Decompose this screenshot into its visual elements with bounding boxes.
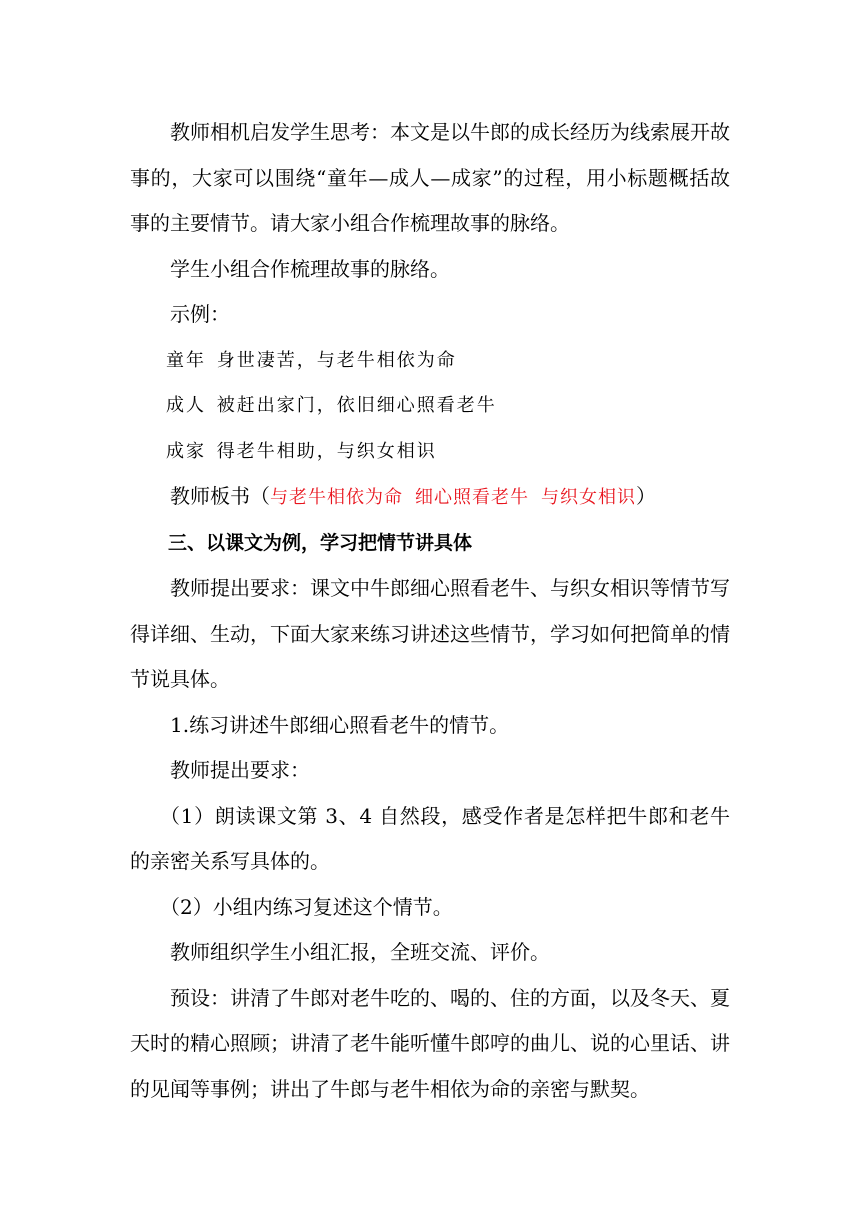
paragraph-teacher-requirement: 教师提出要求：课文中牛郎细心照看老牛、与织女相识等情节写得详细、生动，下面大家来练习讲述这些情节，学习如何把简单的情节说具体。 [130, 576, 730, 691]
outline-item [130, 429, 730, 475]
paragraph-exercise-title: 1.练习讲述牛郎细心照看老牛的情节。 [170, 712, 510, 737]
board-item: 细心照看老牛 [415, 487, 529, 508]
outline-desc: 身世凄苦，与老牛相依为命 [216, 349, 457, 371]
outline-stage: 成人 [166, 395, 206, 416]
paragraph-student-activity: 学生小组合作梳理故事的脉络。 [170, 256, 450, 281]
outline-item [130, 383, 730, 429]
outline-desc: 得老牛相助，与织女相识 [216, 440, 437, 462]
document-body [130, 110, 730, 1112]
board-item: 与老牛相依为命 [270, 487, 403, 508]
paragraph-example-label: 示例： [170, 302, 230, 326]
paragraph-requirement-2: （2）小组内练习复述这个情节。 [160, 894, 453, 919]
paragraph-report: 教师组织学生小组汇报，全班交流、评价。 [170, 940, 550, 964]
board-item: 与织女相识 [541, 487, 636, 508]
paragraph-requirement-1: （1）朗读课文第 3、4 自然段，感受作者是怎样把牛郎和老牛的亲密关系写具体的。 [130, 803, 730, 873]
paragraph-preset: 预设：讲清了牛郎对老牛吃的、喝的、住的方面，以及冬天、夏天时的精心照顾；讲清了老牛能听懂牛郎哼的曲儿、说的心里话、讲的见闻等事例；讲出了牛郎与老牛相依为命的亲密与默契。 [130, 985, 730, 1101]
outline-stage: 童年 [166, 349, 206, 371]
paragraph-teacher-prompt: 教师相机启发学生思考：本文是以牛郎的成长经历为线索展开故事的，大家可以围绕“童年—成人—成家”的过程，用小标题概括故事的主要情节。请大家小组合作梳理故事的脉络。 [130, 120, 730, 235]
outline-desc: 被赶出家门，依旧细心照看老牛 [216, 395, 497, 416]
section-heading: 三、以课文为例，学习把情节讲具体 [168, 531, 473, 554]
paragraph-board-writing [130, 474, 730, 521]
paragraph-requirement-label: 教师提出要求： [170, 758, 310, 782]
board-suffix: ） [636, 484, 656, 508]
outline-stage: 成家 [166, 440, 206, 462]
board-prefix: 教师板书（ [170, 484, 270, 508]
outline-item [130, 338, 730, 384]
